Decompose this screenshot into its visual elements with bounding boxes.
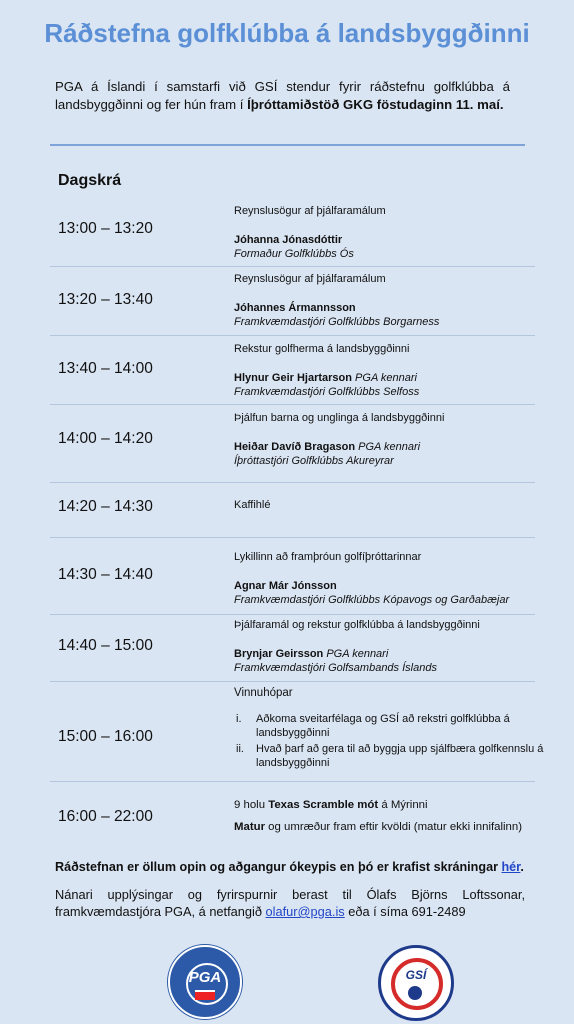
agenda-row: [50, 615, 535, 682]
session-topic: Lykillinn að framþróun golfíþróttarinnar: [234, 551, 422, 563]
speaker-title: PGA kennari: [326, 648, 389, 660]
speaker-name: Hlynur Geir Hjartarson: [234, 372, 352, 384]
agenda-row: [50, 336, 535, 405]
time-slot: 13:00 – 13:20: [58, 220, 153, 237]
session-details: [234, 618, 544, 675]
workgroup-list: [234, 712, 544, 770]
speaker-name: Brynjar Geirsson: [234, 648, 324, 660]
time-slot: 14:30 – 14:40: [58, 566, 153, 583]
speaker-name: Jóhannes Ármannsson: [234, 302, 356, 314]
session-details: [234, 550, 544, 607]
email-link[interactable]: olafur@pga.is: [265, 904, 345, 919]
list-item: i. Aðkoma sveitarfélaga og GSÍ að rekstri golfklúbba á landsbyggðinni: [236, 713, 510, 739]
session-details: [234, 686, 544, 772]
session-details: [234, 798, 544, 834]
session-details: [234, 411, 544, 468]
speaker-title: PGA kennari: [355, 372, 418, 384]
speaker-role: Framkvæmdastjóri Golfsambands Íslands: [234, 662, 437, 674]
pga-logo: PGA: [168, 945, 242, 1019]
speaker-title: PGA kennari: [358, 441, 421, 453]
agenda-row: [50, 483, 535, 538]
time-slot: 13:40 – 14:00: [58, 360, 153, 377]
dinner-line: Matur og umræður fram eftir kvöldi (matur ekki innifalinn): [234, 821, 523, 833]
speaker-name: Heiðar Davíð Bragason: [234, 441, 356, 453]
agenda-row: [50, 405, 535, 483]
event-line: 9 holu Texas Scramble mót á Mýrinni: [234, 799, 428, 811]
time-slot: 14:40 – 15:00: [58, 637, 153, 654]
speaker-name: Jóhanna Jónasdóttir: [234, 234, 343, 246]
session-details: [234, 342, 544, 399]
agenda-row: [50, 267, 535, 336]
session-topic: Þjálfaramál og rekstur golfklúbba á landsbyggðinni: [234, 619, 480, 631]
session-topic: Reynslusögur af þjálfaramálum: [234, 205, 386, 217]
speaker-name: Agnar Már Jónsson: [234, 580, 337, 592]
divider: [50, 144, 525, 146]
time-slot: 15:00 – 16:00: [58, 728, 153, 745]
speaker-role: Framkvæmdastjóri Golfklúbbs Selfoss: [234, 386, 420, 398]
session-topic: Vinnuhópar: [234, 687, 293, 699]
time-slot: 14:20 – 14:30: [58, 498, 153, 515]
session-topic: Reynslusögur af þjálfaramálum: [234, 273, 386, 285]
time-slot: 16:00 – 22:00: [58, 808, 153, 825]
session-topic: Rekstur golfherma á landsbyggðinni: [234, 343, 410, 355]
agenda-row: [50, 198, 535, 267]
agenda-heading: Dagskrá: [58, 172, 122, 189]
intro-paragraph: PGA á Íslandi í samstarfi við GSÍ stendur fyrir ráðstefnu golfklúbba á landsbyggðinni og fer hún fram í Íþróttamiðstöð GKG föstudaginn 11. maí.: [55, 79, 510, 112]
list-item: ii. Hvað þarf að gera til að byggja upp sjálfbæra golfkennslu á landsbyggðinni: [236, 743, 544, 769]
gsi-logo: GSÍ: [378, 945, 454, 1021]
speaker-role: Framkvæmdastjóri Golfklúbbs Borgarness: [234, 316, 440, 328]
registration-link[interactable]: hér: [501, 860, 521, 874]
registration-note: Ráðstefnan er öllum opin og aðgangur ókeypis en þó er krafist skráningar hér.: [55, 860, 524, 874]
agenda-row: [50, 682, 544, 782]
speaker-role: Formaður Golfklúbbs Ós: [234, 248, 354, 260]
speaker-role: Íþróttastjóri Golfklúbbs Akureyrar: [234, 455, 394, 467]
time-slot: 14:00 – 14:20: [58, 430, 153, 447]
session-details: [234, 498, 544, 512]
page-title: Ráðstefna golfklúbba á landsbyggðinni: [44, 18, 530, 48]
session-details: [234, 204, 544, 261]
agenda-row: [50, 538, 535, 615]
agenda-row: [50, 782, 535, 842]
time-slot: 13:20 – 13:40: [58, 291, 153, 308]
contact-info: Nánari upplýsingar og fyrirspurnir berast til Ólafs Björns Loftssonar, framkvæmdastjóra PGA, á netfangið olafur@pga.is eða í síma 691-2489: [55, 887, 525, 919]
session-details: [234, 272, 544, 329]
speaker-role: Framkvæmdastjóri Golfklúbbs Kópavogs og Garðabæjar: [234, 594, 510, 606]
session-topic: Kaffihlé: [234, 499, 271, 511]
session-topic: Þjálfun barna og unglinga á landsbyggðinni: [234, 412, 445, 424]
